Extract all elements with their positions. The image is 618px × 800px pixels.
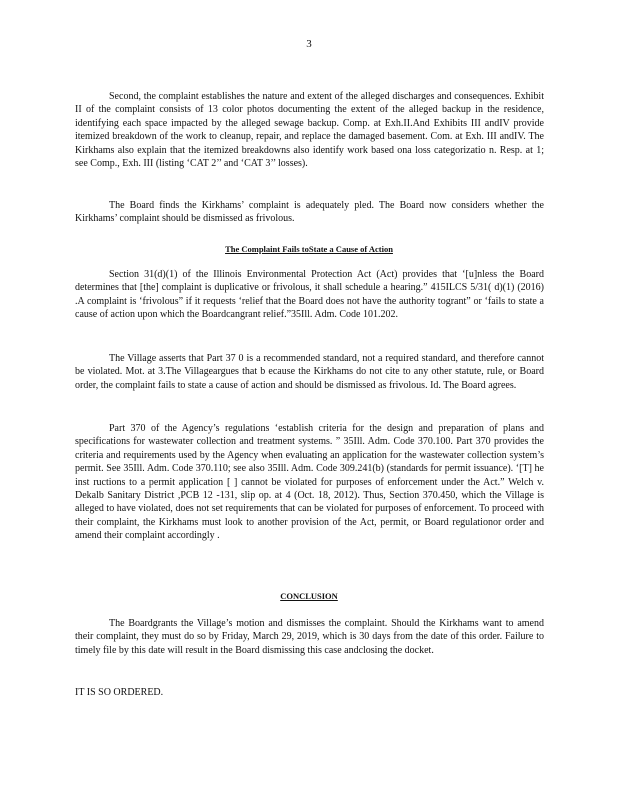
paragraph-board-finds: The Board finds the Kirkhams’ complaint is adequately pled. The Board now considers whether the Kirkhams’ complaint should be dismissed as frivolous. bbox=[75, 200, 544, 225]
section-heading-text: The Complaint Fails toState a Cause of Action bbox=[225, 244, 393, 254]
paragraph-village-asserts: The Village asserts that Part 37 0 is a recommended standard, not a required standard, and therefore cannot be violated. Mot. at 3.The Villageargues that b ecause the Kirkhams do not cite to any other statute, rule, or Board order, the complaint fails to state a cause of action and should be dismissed as frivolous. Id. The Board agrees. bbox=[75, 353, 544, 391]
page-number: 3 bbox=[306, 38, 312, 50]
paragraph-conclusion: The Boardgrants the Village’s motion and dismisses the complaint. Should the Kirkhams want to amend their complaint, they must do so by Friday, March 29, 2019, which is 30 days from the date of this order. Failure to timely file by this date will result in the Board dismissing this case andclosing the docket. bbox=[75, 618, 544, 656]
conclusion-heading-text: CONCLUSION bbox=[280, 591, 338, 601]
section-heading bbox=[0, 244, 618, 254]
conclusion-heading bbox=[0, 591, 618, 601]
closing-statement: IT IS SO ORDERED. bbox=[75, 687, 164, 698]
paragraph-nature-extent: Second, the complaint establishes the nature and extent of the alleged discharges and consequences. Exhibit II of the complaint consists of 13 color photos documenting the extent of the alleged backup in the residence, identifying each space impacted by the alleged sewage backup. Comp. at Exh.II.And Exhibits III andIV provide itemized breakdown of the work to cleanup, repair, and replace the damaged basement. Com. at Exh. III andIV. The Kirkhams also explain that the itemized breakdowns also identify work based ona loss categorizatio n. Resp. at 1; see Comp., Exh. III (listing ‘CAT 2’’ and ‘CAT 3’’ losses). bbox=[75, 91, 544, 170]
paragraph-section-31: Section 31(d)(1) of the Illinois Environmental Protection Act (Act) provides that ‘[u]nless the Board determines that [the] complaint is duplicative or frivolous, it shall schedule a hearing.” 415ILCS 5/31( d)(1) (2016) .A complaint is ‘frivolous” if it requests ‘relief that the Board does not have the authority togrant” or ‘fails to state a cause of action upon which the Boardcangrant relief.”35Ill. Adm. Code 101.202. bbox=[75, 269, 544, 321]
paragraph-part-370: Part 370 of the Agency’s regulations ‘establish criteria for the design and preparation of plans and specifications for wastewater collection and treatment systems. ” 35Ill. Adm. Code 370.100. Part 370 provides the criteria and requirements used by the Agency when evaluating an application for the wastewater collection system’s permit. See 35Ill. Adm. Code 370.110; see also 35Ill. Adm. Code 309.241(b) (standards for permit issuance). ‘[T] he inst ructions to a permit application [ ] cannot be violated for purposes of enforcement under the Act.” Welch v. Dekalb Sanitary District ,PCB 12 -131, slip op. at 4 (Oct. 18, 2012). Thus, Section 370.450, which the Village is alleged to have violated, does not set requirements that can be violated for purposes of enforcement. To proceed with their complaint, the Kirkhams must look to another provision of the Act, permit, or Board regulationor order and amend their complaint accordingly . bbox=[75, 423, 544, 542]
